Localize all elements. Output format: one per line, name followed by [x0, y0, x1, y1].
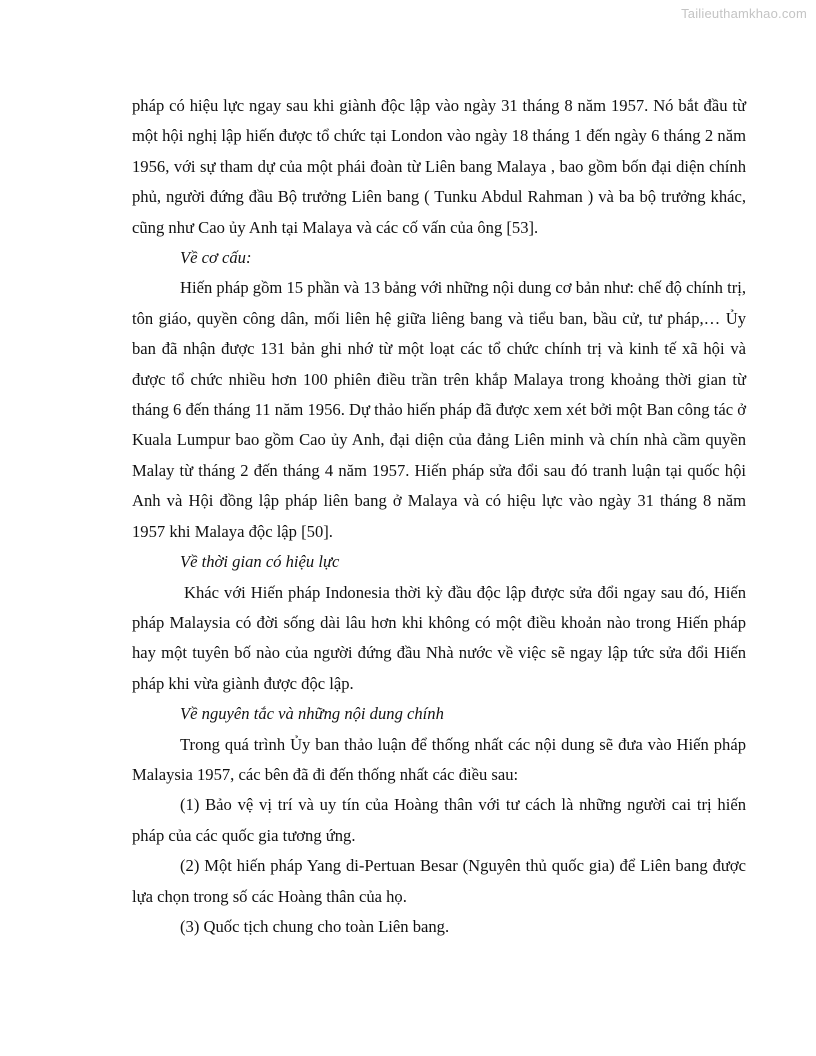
section-heading-principles: Về nguyên tắc và những nội dung chính [180, 704, 444, 724]
section-heading-effective-time: Về thời gian có hiệu lực [180, 552, 340, 572]
watermark-text: Tailieuthamkhao.com [681, 6, 807, 21]
list-item-3: (3) Quốc tịch chung cho toàn Liên bang. [180, 916, 450, 936]
list-item-1: (1) Bảo vệ vị trí và uy tín của Hoàng thân với tư cách là những người cai trị hiến pháp của các quốc gia tương ứng. [132, 795, 746, 845]
list-item-2: (2) Một hiến pháp Yang di-Pertuan Besar (Nguyên thủ quốc gia) để Liên bang được lựa chọn trong số các Hoàng thân của họ. [132, 856, 746, 906]
paragraph-principles: Trong quá trình Ủy ban thảo luận để thống nhất các nội dung sẽ đưa vào Hiến pháp Malaysia 1957, các bên đã đi đến thống nhất các điều sau: [132, 734, 746, 784]
paragraph-intro-continuation: pháp có hiệu lực ngay sau khi giành độc lập vào ngày 31 tháng 8 năm 1957. Nó bắt đầu từ một hội nghị lập hiến được tổ chức tại London vào ngày 18 tháng 1 đến ngày 6 tháng 2 năm 1956, với sự tham dự của một phái đoàn từ Liên bang Malaya , bao gồm bốn đại diện chính phủ, người đứng đầu Bộ trưởng Liên bang ( Tunku Abdul Rahman ) và ba bộ trưởng khác, cũng như Cao ủy Anh tại Malaya và các cố vấn của ông [53]. [132, 96, 746, 237]
paragraph-effective-time: Khác với Hiến pháp Indonesia thời kỳ đầu độc lập được sửa đổi ngay sau đó, Hiến pháp Malaysia có đời sống dài lâu hơn khi không có một điều khoản nào trong Hiến pháp hay một tuyên bố nào của người đứng đầu Nhà nước về việc sẽ ngay lập tức sửa đổi Hiến pháp khi vừa giành được độc lập. [132, 582, 746, 693]
section-heading-structure: Về cơ cấu: [180, 248, 252, 268]
paragraph-structure: Hiến pháp gồm 15 phần và 13 bảng với những nội dung cơ bản như: chế độ chính trị, tôn giáo, quyền công dân, mối liên hệ giữa liêng bang và tiểu ban, bầu cử, tư pháp,… Ủy ban đã nhận được 131 bản ghi nhớ từ một loạt các tổ chức chính trị và kinh tế xã hội và được tổ chức nhiều hơn 100 phiên điều trần trên khắp Malaya trong khoảng thời gian từ tháng 6 đến tháng 11 năm 1956. Dự thảo hiến pháp đã được xem xét bởi một Ban công tác ở Kuala Lumpur bao gồm Cao ủy Anh, đại diện của đảng Liên minh và chín nhà cầm quyền Malay từ tháng 2 đến tháng 4 năm 1957. Hiến pháp sửa đổi sau đó tranh luận tại quốc hội Anh và Hội đồng lập pháp liên bang ở Malaya và có hiệu lực vào ngày 31 tháng 8 năm 1957 khi Malaya độc lập [50]. [132, 278, 746, 541]
document-body [132, 91, 746, 942]
